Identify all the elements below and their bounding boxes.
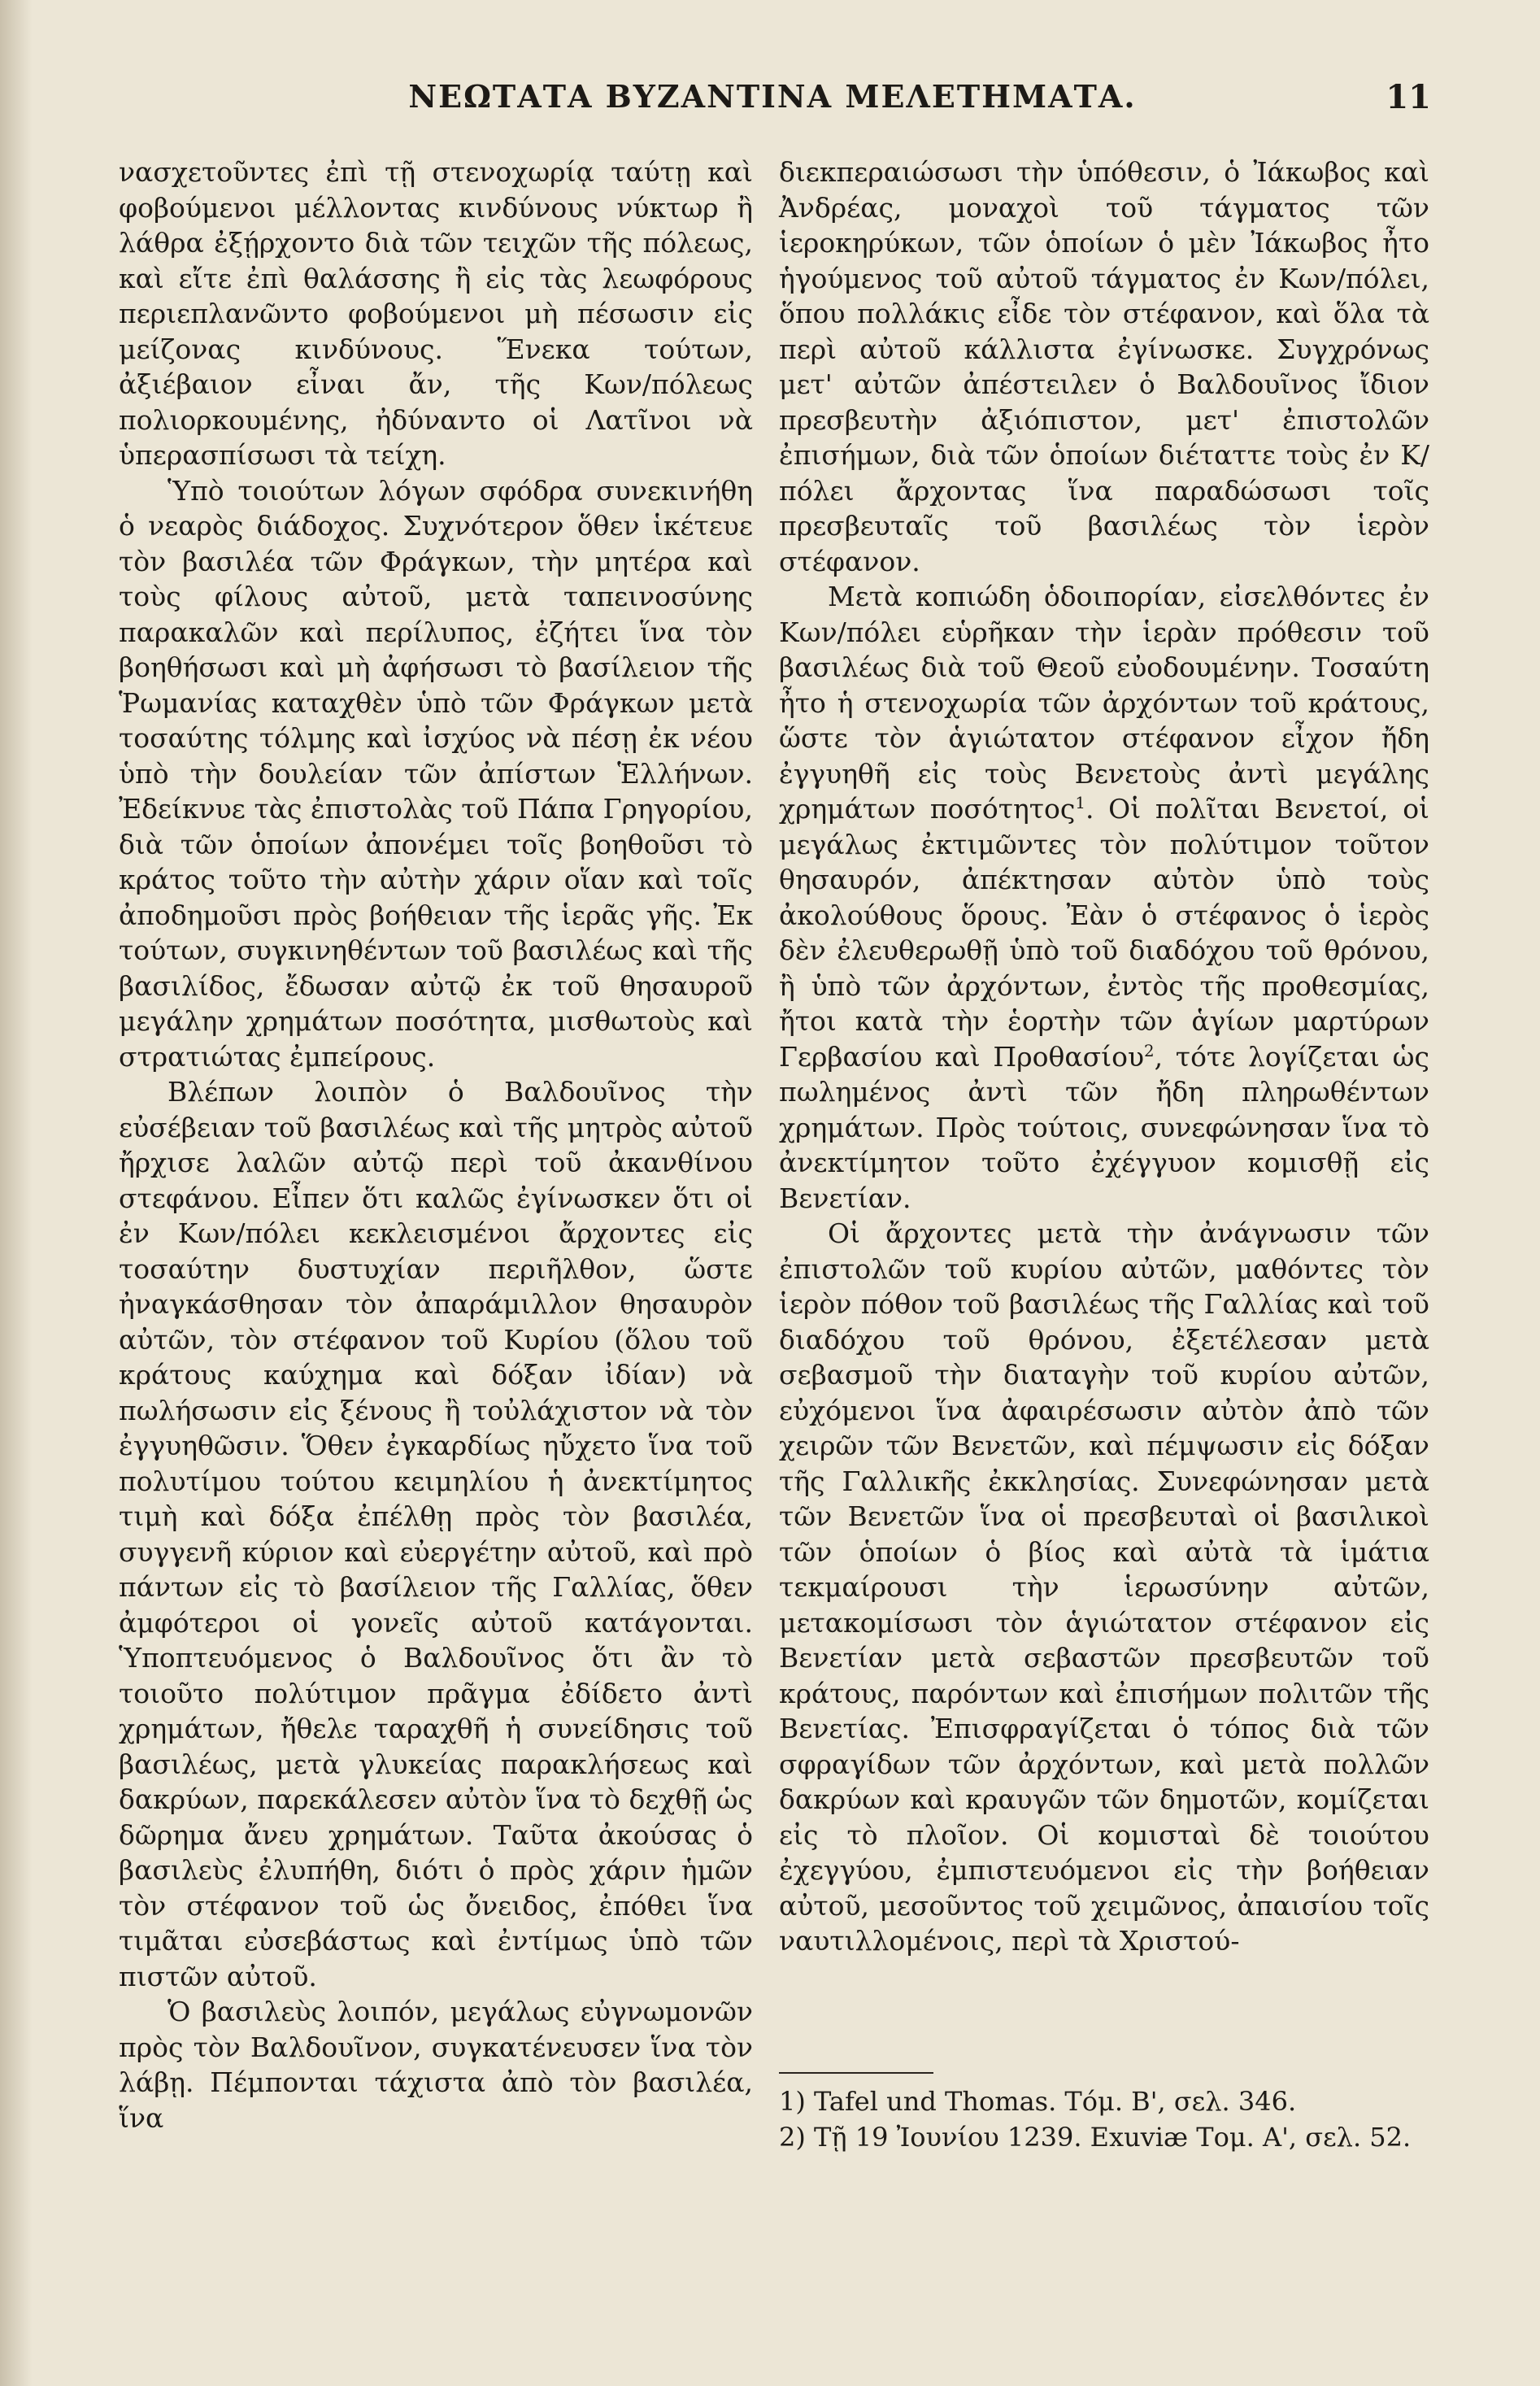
footnote-marker[interactable]: 2 [1144,1041,1155,1060]
running-title: ΝΕΩΤΑΤΑ ΒΥΖΑΝΤΙΝΑ ΜΕΛΕΤΗΜΑΤΑ. [408,78,1137,115]
text-run: Μετὰ κοπιώδη ὁδοιπορίαν, εἰσελθόντες ἐν Κων/πόλει εὑρῆκαν τὴν ἱερὰν πρόθεσιν τοῦ βασιλέως διὰ τοῦ Θεοῦ εὐοδουμένην. Τοσαύτη ἦτο ἡ στενοχωρία τῶν ἀρχόντων τοῦ κράτους, ὥστε τὸν ἁγιώτατον στέφανον εἶχον ἤδη ἐγγυηθῆ εἰς τοὺς Βενετοὺς ἀντὶ μεγάλης χρημάτων ποσότητος [779,581,1429,825]
left-column [119,155,753,2136]
footnote: 2) Τῇ 19 Ἰουνίου 1239. Exuviæ Τομ. Α', σελ. 52. [779,2122,1412,2153]
paragraph: νασχετοῦντες ἐπὶ τῇ στενοχωρίᾳ ταύτῃ καὶ φοβούμενοι μέλλοντας κινδύνους νύκτωρ ἢ λάθρα ἐξῄρχοντο διὰ τῶν τειχῶν τῆς πόλεως, καὶ εἴτε ἐπὶ θαλάσσης ἢ εἰς τὰς λεωφόρους περιεπλανῶντο φοβούμενοι μὴ πέσωσιν εἰς μείζονας κινδύνους. Ἕνεκα τούτων, ἀξιέβαιον εἶναι ἄν, τῆς Κων/πόλεως πολιορκουμένης, ἠδύναντο οἱ Λατῖνοι νὰ ὑπερασπίσωσι τὰ τείχη. [119,156,753,471]
footnotes [779,2083,1429,2155]
paragraph: διεκπεραιώσωσι τὴν ὑπόθεσιν, ὁ Ἰάκωβος καὶ Ἀνδρέας, μοναχοὶ τοῦ τάγματος τῶν ἱεροκηρύκων, τῶν ὁποίων ὁ μὲν Ἰάκωβος ἦτο ἡγούμενος τοῦ αὐτοῦ τάγματος ἐν Κων/πόλει, ὅπου πολλάκις εἶδε τὸν στέφανον, καὶ ὅλα τὰ περὶ αὐτοῦ κάλλιστα ἐγίνωσκε. Συγχρόνως μετ' αὐτῶν ἀπέστειλεν ὁ Βαλδουῖνος ἴδιον πρεσβευτὴν ἀξιόπιστον, μετ' ἐπιστολῶν ἐπισήμων, διὰ τῶν ὁποίων διέταττε τοὺς ἐν Κ/πόλει ἄρχοντας ἵνα παραδώσωσι τοῖς πρεσβευταῖς τοῦ βασιλέως τὸν ἱερὸν στέφανον. [779,156,1429,577]
paragraph: Οἱ ἄρχοντες μετὰ τὴν ἀνάγνωσιν τῶν ἐπιστολῶν τοῦ κυρίου αὐτῶν, μαθόντες τὸν ἱερὸν πόθον τοῦ βασιλέως τῆς Γαλλίας καὶ τοῦ διαδόχου τοῦ θρόνου, ἐξετέλεσαν μετὰ σεβασμοῦ τὴν διαταγὴν τοῦ κυρίου αὐτῶν, εὐχόμενοι ἵνα ἀφαιρέσωσιν αὐτὸν ἀπὸ τῶν χειρῶν τῶν Βενετῶν, καὶ πέμψωσιν εἰς δόξαν τῆς Γαλλικῆς ἐκκλησίας. Συνεφώνησαν μετὰ τῶν Βενετῶν ἵνα οἱ πρεσβευταὶ οἱ βασιλικοὶ τῶν ὁποίων ὁ βίος καὶ αὐτὰ τὰ ἱμάτια τεκμαίρουσι τὴν ἱερωσύνην αὐτῶν, μετακομίσωσι τὸν ἁγιώτατον στέφανον εἰς Βενετίαν μετὰ σεβαστῶν πρεσβευτῶν τοῦ κράτους, παρόντων καὶ ἐπισήμων πολιτῶν τῆς Βενετίας. Ἐπισφραγίζεται ὁ τόπος διὰ τῶν σφραγίδων τῶν ἀρχόντων, καὶ μετὰ πολλῶν δακρύων καὶ κραυγῶν τῶν δημοτῶν, κομίζεται εἰς τὸ πλοῖον. Οἱ κομισταὶ δὲ τοιούτου ἐχεγγύου, ἐμπιστευόμενοι εἰς τὴν βοήθειαν αὐτοῦ, μεσοῦντος τοῦ χειμῶνος, ἀπαισίου τοῖς ναυτιλλομένοις, περὶ τὰ Χριστού- [779,1217,1429,1957]
page-gutter-shadow [0,0,33,2386]
paragraph: Ὁ βασιλεὺς λοιπόν, μεγάλως εὐγνωμονῶν πρὸς τὸν Βαλδουῖνον, συγκατένευσεν ἵνα τὸν λάβῃ. Πέμπονται τάχιστα ἀπὸ τὸν βασιλέα, ἵνα [119,1996,753,2134]
page-number: 11 [1386,78,1431,116]
footnote-marker[interactable]: 1 [1075,794,1085,812]
text-run: , τότε λογίζεται ὡς πωλημένος ἀντὶ τῶν ἤδη πληρωθέντων χρημάτων. Πρὸς τούτοις, συνεφώνησαν ἵνα τὸ ἀνεκτίμητον τοῦτο ἐχέγγυον κομισθῇ εἰς Βενετίαν. [779,1040,1429,1214]
paragraph: Βλέπων λοιπὸν ὁ Βαλδουῖνος τὴν εὐσέβειαν τοῦ βασιλέως καὶ τῆς μητρὸς αὐτοῦ ἤρχισε λαλῶν αὐτῷ περὶ τοῦ ἀκανθίνου στεφάνου. Εἶπεν ὅτι καλῶς ἐγίνωσκεν ὅτι οἱ ἐν Κων/πόλει κεκλεισμένοι ἄρχοντες εἰς τοσαύτην δυστυχίαν περιῆλθον, ὥστε ἠναγκάσθησαν τὸν ἀπαράμιλλον θησαυρὸν αὐτῶν, τὸν στέφανον τοῦ Κυρίου (ὅλου τοῦ κράτους καύχημα καὶ δόξαν ἰδίαν) νὰ πωλήσωσιν εἰς ξένους ἢ τοὐλάχιστον νὰ τὸν ἐγγυηθῶσιν. Ὅθεν ἐγκαρδίως ηὔχετο ἵνα τοῦ πολυτίμου τούτου κειμηλίου ἡ ἀνεκτίμητος τιμὴ καὶ δόξα ἐπέλθῃ πρὸς τὸν βασιλέα, συγγενῆ κύριον καὶ εὐεργέτην αὐτοῦ, καὶ πρὸ πάντων εἰς τὸ βασίλειον τῆς Γαλλίας, ὅθεν ἀμφότεροι οἱ γονεῖς αὐτοῦ κατάγονται. Ὑποπτευόμενος ὁ Βαλδουῖνος ὅτι ἂν τὸ τοιοῦτο πολύτιμον πρᾶγμα ἐδίδετο ἀντὶ χρημάτων, ἤθελε ταραχθῆ ἡ συνείδησις τοῦ βασιλέως, μετὰ γλυκείας παρακλήσεως καὶ δακρύων, παρεκάλεσεν αὐτὸν ἵνα τὸ δεχθῇ ὡς δῶρημα ἄνευ χρημάτων. Ταῦτα ἀκούσας ὁ βασιλεὺς ἐλυπήθη, διότι ὁ πρὸς χάριν ἡμῶν τὸν στέφανον τοῦ ὡς ὄνειδος, ἐπόθει ἵνα τιμᾶται εὐσεβάστως καὶ ἐντίμως ὑπὸ τῶν πιστῶν αὐτοῦ. [119,1076,753,1992]
paragraph [779,579,1429,1216]
paragraph: Ὑπὸ τοιούτων λόγων σφόδρα συνεκινήθη ὁ νεαρὸς διάδοχος. Συχνότερον ὅθεν ἱκέτευε τὸν βασιλέα τῶν Φράγκων, τὴν μητέρα καὶ τοὺς φίλους αὐτοῦ, μετὰ ταπεινοσύνης παρακαλῶν καὶ περίλυπος, ἐζήτει ἵνα τὸν βοηθήσωσι καὶ μὴ ἀφήσωσι τὸ βασίλειον τῆς Ῥωμανίας καταχθὲν ὑπὸ τῶν Φράγκων μετὰ τοσαύτης τόλμης καὶ ἰσχύος νὰ πέσῃ ἐκ νέου ὑπὸ τὴν δουλείαν τῶν ἀπίστων Ἑλλήνων. Ἐδείκνυε τὰς ἐπιστολὰς τοῦ Πάπα Γρηγορίου, διὰ τῶν ὁποίων ἀπονέμει τοῖς βοηθοῦσι τὸ κράτος τοῦτο τὴν αὐτὴν χάριν οἵαν καὶ τοῖς ἀποδημοῦσι πρὸς βοήθειαν τῆς ἱερᾶς γῆς. Ἐκ τούτων, συγκινηθέντων τοῦ βασιλέως καὶ τῆς βασιλίδος, ἔδωσαν αὐτῷ ἐκ τοῦ θησαυροῦ μεγάλην χρημάτων ποσότητα, μισθωτοὺς καὶ στρατιώτας ἐμπείρους. [119,474,753,1073]
text-run: . Οἱ πολῖται Βενετοί, οἱ μεγάλως ἐκτιμῶντες τὸν πολύτιμον τοῦτον θησαυρόν, ἀπέκτησαν αὐτὸν ὑπὸ τοὺς ἀκολούθους ὅρους. Ἐὰν ὁ στέφανος ὁ ἱερὸς δὲν ἐλευθερωθῇ ὑπὸ τοῦ διαδόχου τοῦ θρόνου, ἢ ὑπὸ τῶν ἀρχόντων, ἐντὸς τῆς προθεσμίας, ἤτοι κατὰ τὴν ἑορτὴν τῶν ἁγίων μαρτύρων Γερβασίου καὶ Προθασίου [779,793,1429,1073]
right-column [779,155,1429,1959]
footnote-divider [779,2072,933,2074]
page-header [114,78,1431,127]
footnote: 1) Tafel und Thomas. Τόμ. Β', σελ. 346. [779,2086,1297,2117]
